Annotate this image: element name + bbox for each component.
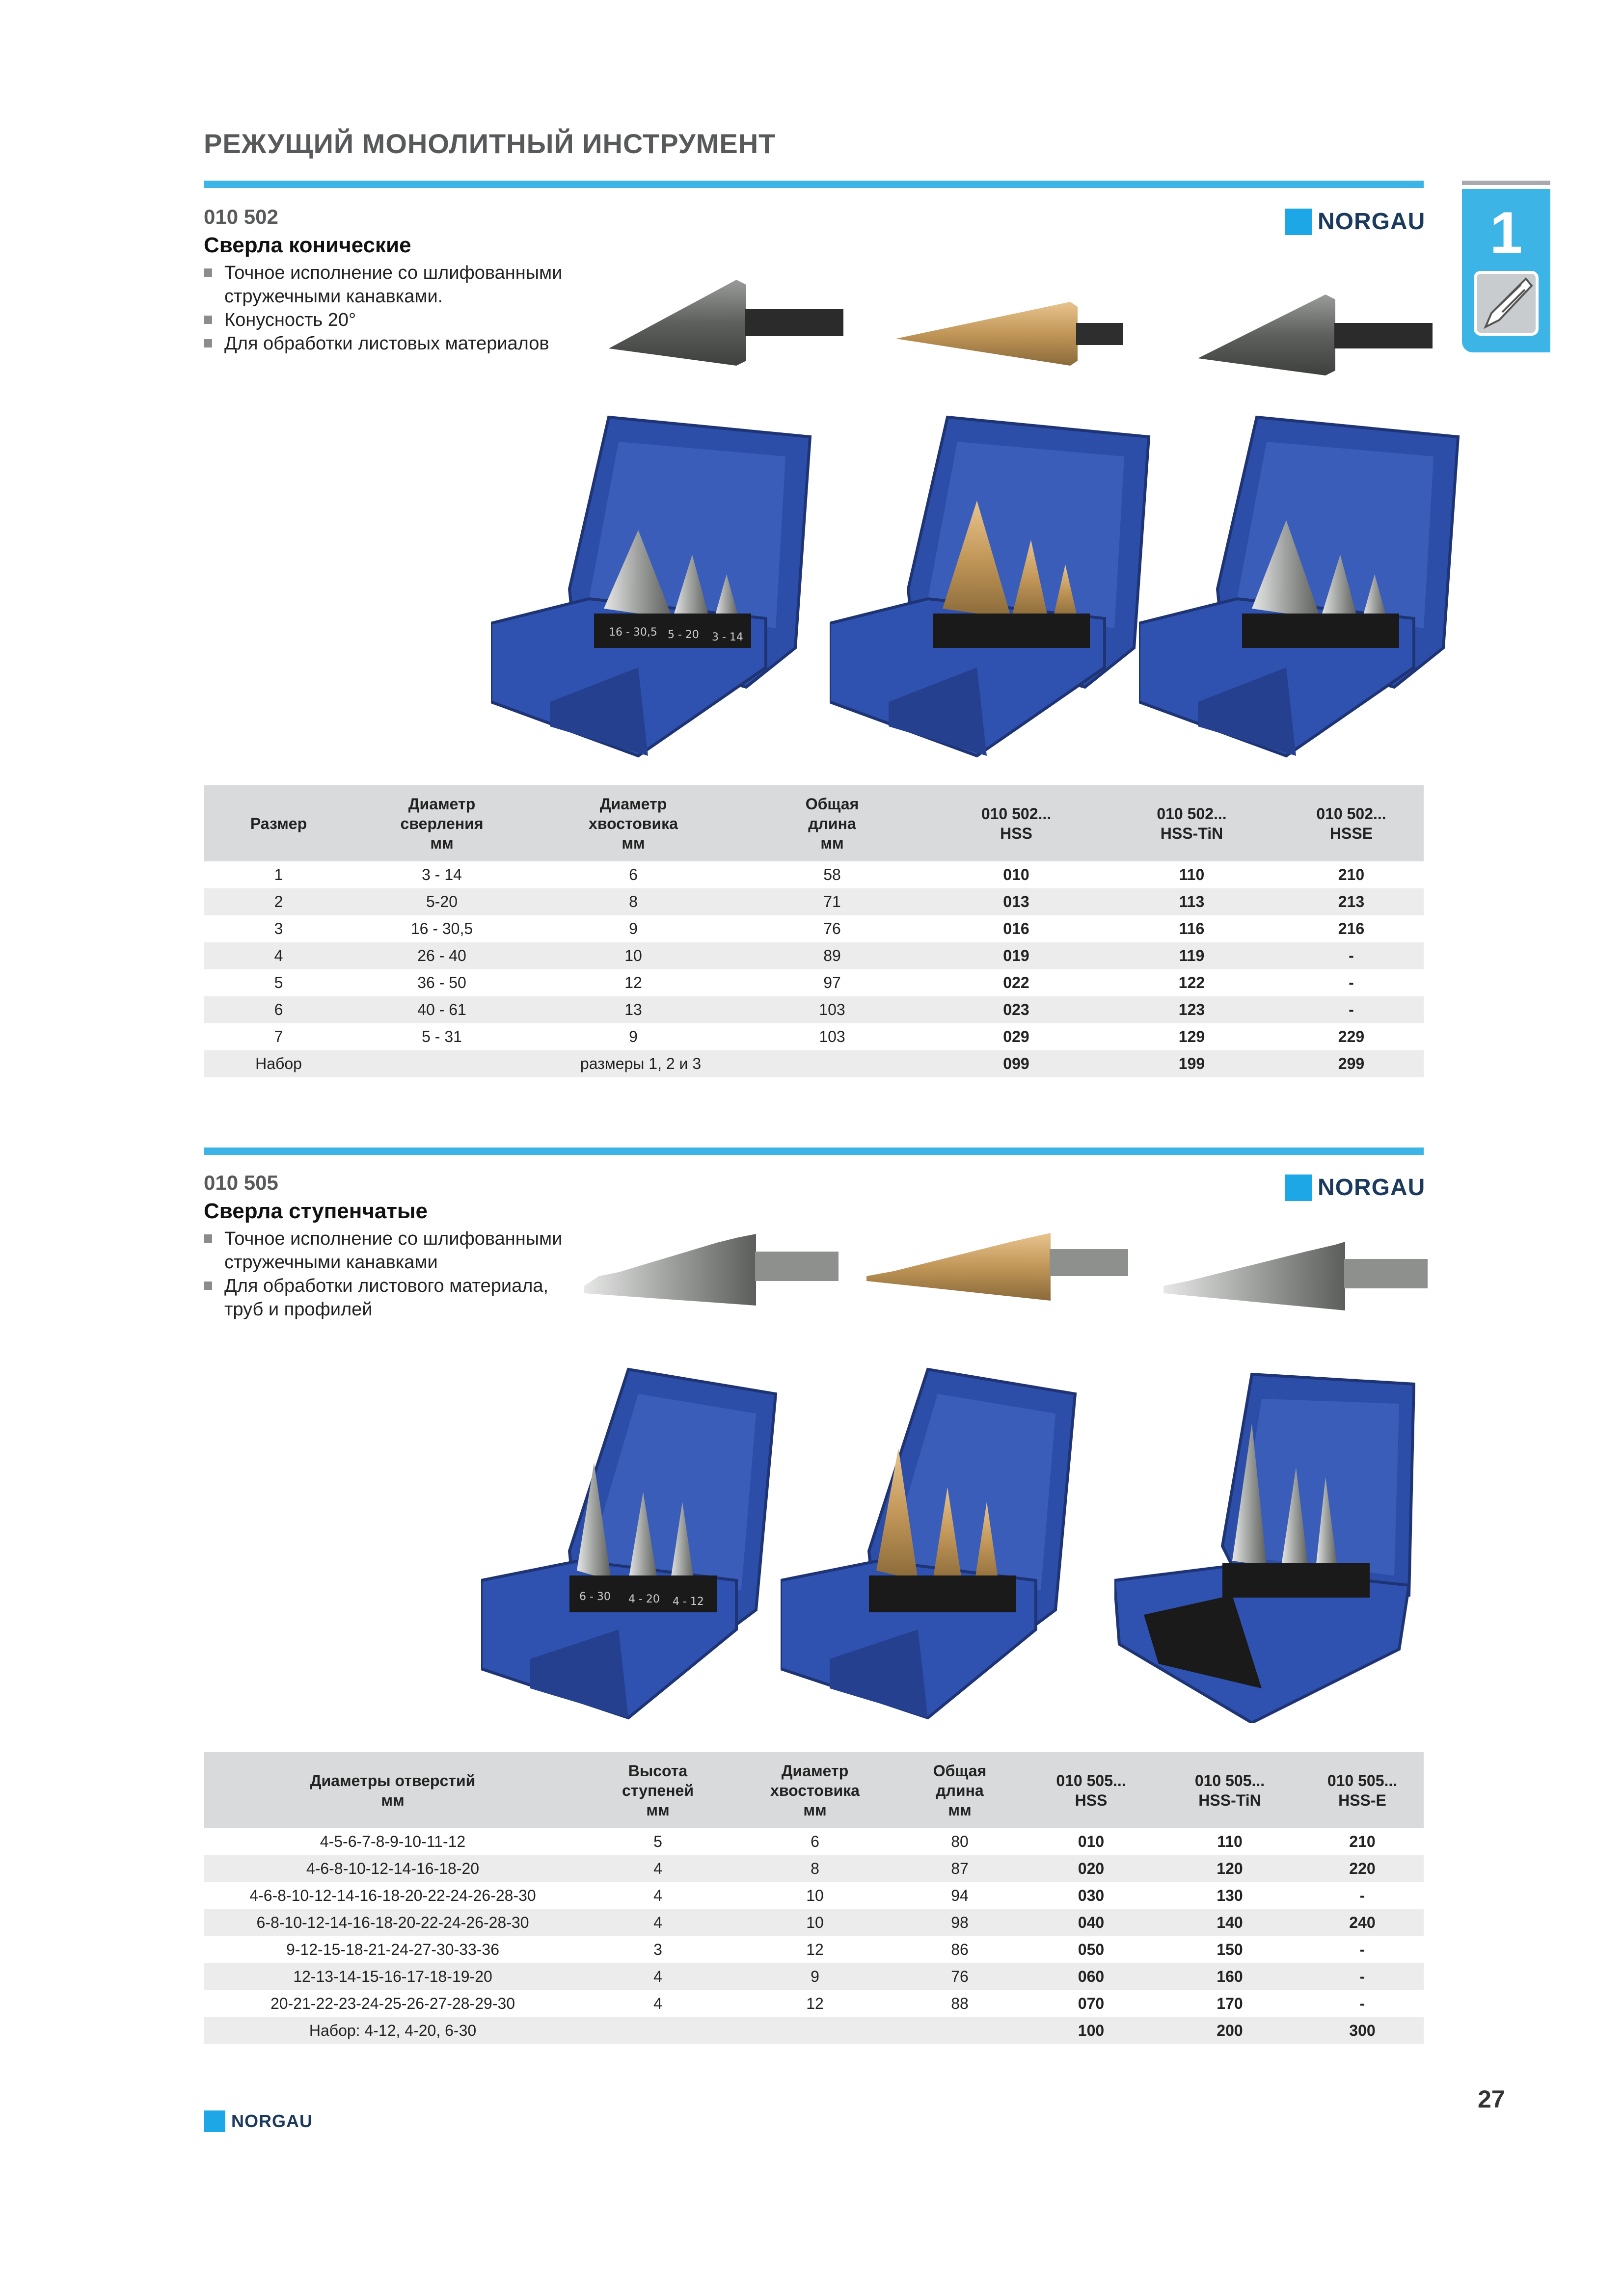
table-cell: 9 xyxy=(734,1963,896,1990)
table-cell xyxy=(582,2017,1024,2044)
table-cell: 5 xyxy=(653,1833,662,1850)
chapter-number: 1 xyxy=(1489,200,1523,266)
table-cell: 4 xyxy=(582,1909,734,1936)
table-cell: 110 xyxy=(1217,1833,1243,1850)
table-cell: 040 xyxy=(1024,1909,1159,1936)
drill-size-label: 3 - 14 xyxy=(712,631,743,643)
table-row xyxy=(204,1882,1424,1909)
table-cell: 299 xyxy=(1279,1050,1424,1077)
table-row xyxy=(204,942,1424,969)
table-cell: 129 xyxy=(1178,1028,1205,1045)
brand-mark-icon xyxy=(1285,209,1312,235)
drill-size-label: 4 - 12 xyxy=(673,1596,704,1608)
table-row xyxy=(204,888,1424,915)
footer-brand-logo xyxy=(204,2110,313,2132)
table-cell: 4 xyxy=(653,1995,662,2012)
feature-item: Точное исполнение со шлифованными xyxy=(204,261,562,285)
section1-features xyxy=(204,261,562,355)
table-row xyxy=(204,1936,1424,1963)
table-cell: 130 xyxy=(1217,1887,1243,1904)
step-drill-tin-image xyxy=(864,1227,1134,1306)
table-cell: 12 xyxy=(806,1995,824,2012)
cone-drill-set-hsse-case-image xyxy=(1139,412,1463,766)
table-cell: 210 xyxy=(1338,866,1365,883)
table-cell: 8 xyxy=(734,1855,896,1882)
feature-item: Точное исполнение со шлифованными xyxy=(204,1227,562,1251)
table-cell: 022 xyxy=(1003,974,1029,991)
side-tab-top-bar xyxy=(1462,181,1550,185)
column-header: 010 505... HSS-E xyxy=(1301,1752,1424,1828)
table-row xyxy=(204,1963,1424,1990)
table-cell: 013 xyxy=(928,888,1105,915)
table-cell: 4-6-8-10-12-14-16-18-20-22-24-26-28-30 xyxy=(249,1887,536,1904)
table-cell: 9 xyxy=(629,920,638,937)
table-cell: 200 xyxy=(1159,2017,1301,2044)
table-cell: 6-8-10-12-14-16-18-20-22-24-26-28-30 xyxy=(204,1909,582,1936)
table-cell: 94 xyxy=(951,1887,969,1904)
table-cell: 103 xyxy=(819,1028,845,1045)
table-row xyxy=(204,1909,1424,1936)
table-cell: 71 xyxy=(736,888,928,915)
table-cell: Набор: 4-12, 4-20, 6-30 xyxy=(204,2017,582,2044)
table-cell: 2 xyxy=(204,888,353,915)
table-cell: 103 xyxy=(736,996,928,1023)
table-cell: 8 xyxy=(530,888,736,915)
drill-size-label: 6 - 30 xyxy=(579,1591,611,1603)
table-cell: 070 xyxy=(1078,1995,1105,2012)
feature-item: Для обработки листового материала, xyxy=(204,1274,562,1298)
table-cell: 100 xyxy=(1024,2017,1159,2044)
table-cell: 120 xyxy=(1159,1855,1301,1882)
table-cell: 123 xyxy=(1105,996,1279,1023)
cone-drill-spec-table xyxy=(204,785,1424,1077)
table-cell: 5-20 xyxy=(353,888,530,915)
table-cell: размеры 1, 2 и 3 xyxy=(353,1050,928,1077)
table-cell: 12-13-14-15-16-17-18-19-20 xyxy=(204,1963,582,1990)
table-cell: 3 xyxy=(274,920,283,937)
table-cell: 16 - 30,5 xyxy=(410,920,473,937)
brand-mark-icon xyxy=(1285,1175,1312,1201)
table-cell: 1 xyxy=(274,866,283,883)
column-header: 010 505... HSS xyxy=(1024,1752,1159,1828)
table-cell: 9-12-15-18-21-24-27-30-33-36 xyxy=(286,1941,500,1958)
table-row xyxy=(204,996,1424,1023)
table-cell: 016 xyxy=(1003,920,1029,937)
table-cell: 89 xyxy=(736,942,928,969)
table-cell: 40 - 61 xyxy=(353,996,530,1023)
table-cell: 119 xyxy=(1105,942,1279,969)
step-drill-spec-table xyxy=(204,1752,1424,2044)
table-cell: - xyxy=(1359,1941,1365,1958)
brand-name: NORGAU xyxy=(231,2111,313,2131)
cone-drill-set-hss-case-image xyxy=(491,412,815,766)
table-cell: - xyxy=(1359,1887,1365,1904)
column-header: Диаметр хвостовика мм xyxy=(734,1752,896,1828)
table-cell: 4 xyxy=(653,1887,662,1904)
section2-title: Сверла ступенчатые xyxy=(204,1199,428,1223)
table-cell: 113 xyxy=(1105,888,1279,915)
table-cell: 170 xyxy=(1217,1995,1243,2012)
page-number: 27 xyxy=(1478,2085,1505,2113)
column-header: 010 502... HSS xyxy=(928,785,1105,861)
table-cell: 229 xyxy=(1338,1028,1365,1045)
drill-icon xyxy=(1474,271,1539,336)
drill-size-label: 16 - 30,5 xyxy=(609,626,657,639)
table-cell: 10 xyxy=(530,942,736,969)
table-row xyxy=(204,1828,1424,1855)
table-cell: 88 xyxy=(951,1995,969,2012)
column-header: Высота ступеней мм xyxy=(582,1752,734,1828)
table-cell: 4-5-6-7-8-9-10-11-12 xyxy=(320,1833,466,1850)
chapter-tab[interactable] xyxy=(1462,189,1550,352)
section-divider xyxy=(204,181,1424,188)
table-cell: 10 xyxy=(734,1909,896,1936)
table-cell: 216 xyxy=(1338,920,1365,937)
table-row xyxy=(204,1855,1424,1882)
table-cell: 010 xyxy=(1078,1833,1105,1850)
table-row-set xyxy=(204,1050,1424,1077)
table-cell: - xyxy=(1279,996,1424,1023)
step-drill-hsse-image xyxy=(1159,1232,1434,1315)
table-cell: 6 xyxy=(629,866,638,883)
table-cell: - xyxy=(1279,942,1424,969)
step-drill-set-hsse-case-image xyxy=(1114,1369,1419,1723)
brand-logo xyxy=(1285,1174,1425,1201)
cone-drill-set-tin-case-image xyxy=(830,412,1154,766)
table-cell: 030 xyxy=(1078,1887,1105,1904)
table-cell: - xyxy=(1301,1963,1424,1990)
table-cell: 76 xyxy=(896,1963,1024,1990)
step-drill-set-hss-case-image xyxy=(481,1364,785,1728)
column-header: Размер xyxy=(204,785,353,861)
table-cell: 213 xyxy=(1279,888,1424,915)
page-title: РЕЖУЩИЙ МОНОЛИТНЫЙ ИНСТРУМЕНТ xyxy=(204,128,776,159)
cone-drill-hsse-image xyxy=(1193,290,1438,378)
feature-item: труб и профилей xyxy=(224,1299,373,1320)
table-cell: 58 xyxy=(823,866,841,883)
table-cell: 12 xyxy=(624,974,642,991)
table-row xyxy=(204,1023,1424,1050)
table-cell: 010 xyxy=(1003,866,1029,883)
table-cell: 099 xyxy=(928,1050,1105,1077)
section1-code: 010 502 xyxy=(204,205,278,228)
table-cell: - xyxy=(1359,1995,1365,2012)
table-cell: - xyxy=(1349,974,1354,991)
table-cell: 240 xyxy=(1301,1909,1424,1936)
table-cell: 9 xyxy=(629,1028,638,1045)
brand-mark-icon xyxy=(204,2110,225,2132)
section-divider xyxy=(204,1148,1424,1155)
table-cell: 150 xyxy=(1217,1941,1243,1958)
section2-code: 010 505 xyxy=(204,1171,278,1194)
table-cell: 199 xyxy=(1105,1050,1279,1077)
brand-name: NORGAU xyxy=(1318,1175,1426,1201)
table-cell: 029 xyxy=(1003,1028,1029,1045)
table-cell: 26 - 40 xyxy=(353,942,530,969)
drill-size-label: 4 - 20 xyxy=(628,1593,660,1605)
table-cell: 5 xyxy=(274,974,283,991)
table-cell: 4 xyxy=(204,942,353,969)
section1-title: Сверла конические xyxy=(204,233,411,257)
table-row xyxy=(204,1990,1424,2017)
feature-item: Для обработки листовых материалов xyxy=(204,332,562,355)
brand-logo xyxy=(1285,208,1425,235)
table-cell: 122 xyxy=(1178,974,1205,991)
table-row xyxy=(204,969,1424,996)
table-cell: 20-21-22-23-24-25-26-27-28-29-30 xyxy=(270,1995,515,2012)
table-cell: 10 xyxy=(806,1887,824,1904)
table-cell: Набор xyxy=(204,1050,353,1077)
column-header: Диаметр сверления мм xyxy=(353,785,530,861)
cone-drill-hss-image xyxy=(604,275,849,368)
column-header: Общая длина мм xyxy=(896,1752,1024,1828)
column-header: Диаметры отверстий мм xyxy=(204,1752,582,1828)
table-cell: 050 xyxy=(1078,1941,1105,1958)
table-cell: 13 xyxy=(530,996,736,1023)
table-cell: 98 xyxy=(896,1909,1024,1936)
table-cell: 110 xyxy=(1179,866,1205,883)
section2-features xyxy=(204,1227,562,1321)
table-row-set xyxy=(204,2017,1424,2044)
table-cell: 140 xyxy=(1159,1909,1301,1936)
step-drill-hss-image xyxy=(579,1227,844,1310)
table-cell: 76 xyxy=(823,920,841,937)
table-cell: 4-6-8-10-12-14-16-18-20 xyxy=(204,1855,582,1882)
table-cell: 220 xyxy=(1301,1855,1424,1882)
cone-drill-tin-image xyxy=(893,294,1129,368)
feature-item: Конусность 20° xyxy=(204,308,562,332)
table-cell: 3 - 14 xyxy=(422,866,462,883)
column-header: 010 502... HSS-TiN xyxy=(1105,785,1279,861)
table-cell: 210 xyxy=(1349,1833,1376,1850)
table-cell: 300 xyxy=(1301,2017,1424,2044)
table-cell: 4 xyxy=(582,1963,734,1990)
table-cell: 80 xyxy=(951,1833,969,1850)
column-header: Общая длина мм xyxy=(736,785,928,861)
column-header: 010 502... HSSE xyxy=(1279,785,1424,861)
step-drill-set-tin-case-image xyxy=(781,1364,1085,1728)
table-cell: 060 xyxy=(1024,1963,1159,1990)
table-row xyxy=(204,861,1424,888)
table-cell: 12 xyxy=(806,1941,824,1958)
column-header: Диаметр хвостовика мм xyxy=(530,785,736,861)
feature-item: стружечными канавками. xyxy=(224,286,443,307)
table-cell: 019 xyxy=(928,942,1105,969)
drill-size-label: 5 - 20 xyxy=(668,629,699,641)
table-cell: 87 xyxy=(896,1855,1024,1882)
feature-item: стружечными канавками xyxy=(224,1252,438,1273)
table-cell: 160 xyxy=(1159,1963,1301,1990)
table-cell: 4 xyxy=(582,1855,734,1882)
table-cell: 5 - 31 xyxy=(422,1028,462,1045)
table-cell: 7 xyxy=(274,1028,283,1045)
table-cell: 86 xyxy=(951,1941,969,1958)
table-cell: 3 xyxy=(653,1941,662,1958)
table-cell: 023 xyxy=(928,996,1105,1023)
table-cell: 36 - 50 xyxy=(417,974,466,991)
table-cell: 116 xyxy=(1179,920,1205,937)
table-cell: 6 xyxy=(811,1833,819,1850)
table-cell: 020 xyxy=(1024,1855,1159,1882)
column-header: 010 505... HSS-TiN xyxy=(1159,1752,1301,1828)
table-cell: 97 xyxy=(823,974,841,991)
table-cell: 6 xyxy=(204,996,353,1023)
brand-name: NORGAU xyxy=(1318,209,1426,235)
table-row xyxy=(204,915,1424,942)
